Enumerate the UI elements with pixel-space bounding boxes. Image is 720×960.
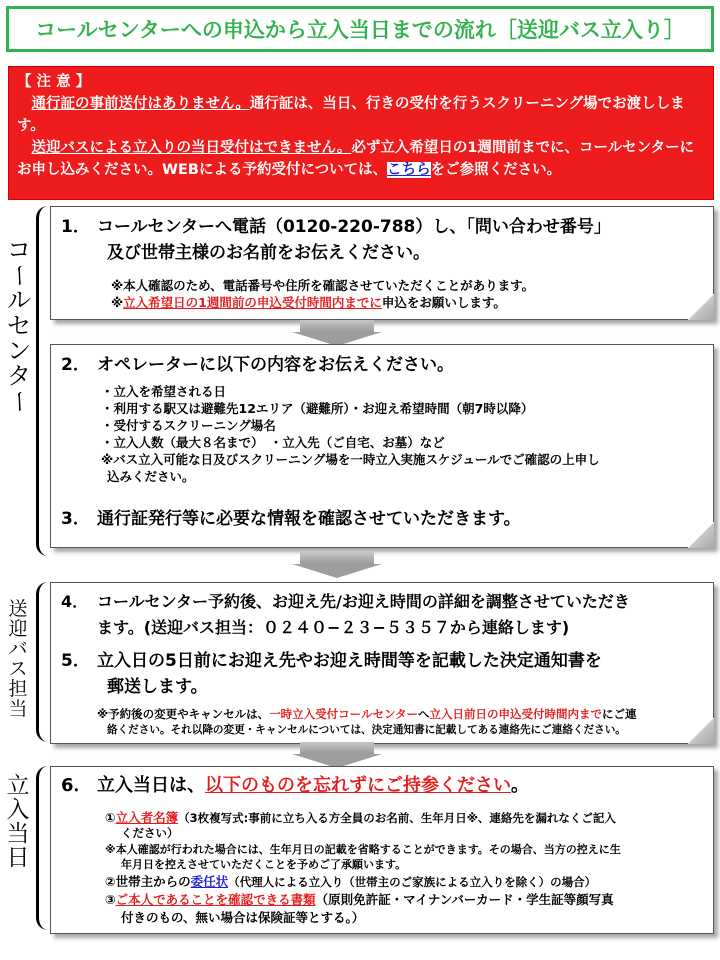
step6-text-red: 以下のものを忘れずにご持参ください (205, 775, 511, 796)
step2-item: ・受付するスクリーニング場名 (101, 418, 276, 433)
step2-text: オペレーターに以下の内容をお伝えください。 (97, 355, 454, 375)
step1-text-b: 及び世帯主様のお名前をお伝えください。 (107, 243, 430, 263)
step6-number: 6． (61, 775, 92, 796)
step2-note-a: ※バス立入可能な日及びスクリーニング場を一時立入実施スケジュールでご確認の上申し (101, 452, 600, 467)
step5-note-line1: ※予約後の変更やキャンセルは、一時立入受付コールセンターへ立入日前日の申込受付時間内までにご連 (97, 707, 637, 721)
item3-title: ご本人であることを確認できる書類 (115, 892, 316, 907)
brace-callcenter (36, 206, 50, 556)
item2-line: ②世帯主からの委任状（代理人による立入り（世帯主のご家族による立入りを除く）の場合） (105, 874, 597, 889)
step6-box: 6． 立入当日は、以下のものを忘れずにご持参ください。 ①立入者名簿（3枚複写式:事前に立ち入る方全員のお名前、生年月日※、連絡先を漏れなくご記入 ください） ※本人確認が行われた場合には、生年月日の記載を省略することができます。その場合、当方の控えに生 年月日を控えさせていただくことを予めご了承願います。 ②世帯主からの委任状（代理人による立入り（世帯主のご家族による立入りを除く）の場合） ③ご本人であることを確認できる書類（原則免許証・マイナンバーカード・学生証等顔写真 付きのもの、無い場合は保険証等とする。） (50, 766, 714, 934)
notice-line2-underlined: 送迎バスによる立入りの当日受付はできません。 (31, 140, 352, 156)
step2-number: 2． (61, 355, 90, 375)
step4-text-b: ます。(送迎バス担当：０２４０−２３−５３５７から連絡します) (97, 618, 570, 637)
step3-number: 3． (61, 509, 90, 529)
step1-box (50, 206, 714, 320)
step2-note-b: 込みください。 (107, 469, 195, 484)
notice-line1-underlined: 通行証の事前送付はありません。 (31, 96, 250, 112)
item1-title: 立入者名簿 (115, 810, 179, 825)
step1-text-a: コールセンターへ電話（0120-220-788）し、「問い合わせ番号」 (97, 217, 611, 237)
step4-number: 4． (61, 592, 89, 611)
side-label-day: 立 入 当 日 (6, 773, 30, 872)
page-fold (688, 522, 714, 548)
item1-line1: ①立入者名簿（3枚複写式:事前に立ち入る方全員のお名前、生年月日※、連絡先を漏れなくご記入 (105, 810, 616, 825)
down-arrow-3 (292, 742, 382, 768)
down-arrow-1 (292, 320, 382, 346)
step2-item: ・立入を希望される日 (101, 384, 227, 399)
step1-note2-red: 立入希望日の1週間前の申込受付時間内までに (123, 295, 382, 310)
notice-line1-rest: 通行証は、当日、行きの受付を行うスクリーニング場でお渡しします。 (17, 96, 685, 134)
step5-text-b: 郵送します。 (107, 677, 208, 697)
step3-text: 通行証発行等に必要な情報を確認させていただきます。 (97, 509, 521, 529)
step5-note-line2: 絡ください。それ以降の変更・キャンセルについては、決定通知書に記載してある連絡先にご連絡ください。 (107, 724, 626, 736)
step1-note2: ※立入希望日の1週間前の申込受付時間内までに申込をお願いします。 (111, 295, 506, 310)
brace-day (36, 766, 50, 930)
page-fold (688, 718, 714, 744)
item2-link[interactable]: 委任状 (190, 874, 229, 889)
down-arrow-2 (292, 552, 382, 578)
step5-text-a: 立入日の5日前にお迎え先やお迎え時間等を記載した決定通知書を (97, 651, 602, 671)
step1-number: 1． (61, 217, 90, 237)
side-label-bus: 送 迎 バ ス 担 当 (8, 598, 28, 720)
item1-note-b: 年月日を控えさせていただくことを予めご了承願います。 (121, 858, 407, 871)
step4-box (50, 582, 714, 744)
item3-line2: 付きのもの、無い場合は保険証等とする。） (121, 910, 365, 925)
step5-number: 5． (61, 651, 90, 671)
step1-note1: ※本人確認のため、電話番号や住所を確認させていただくことがあります。 (111, 278, 535, 293)
notice-line2-rest-b: をご参照ください。 (430, 162, 562, 178)
side-label-callcenter: コ ー ル セ ン タ ー (5, 236, 34, 414)
notice-link[interactable]: こちら (387, 162, 431, 178)
notice-heading: 【 注 意 】 (17, 74, 91, 90)
notice-line2-rest-a: 必ず立入希望日の1週間前までに、コールセンターにお申し込みください。WEBによる予約受付については、 (17, 140, 695, 178)
item1-line2: ください） (121, 826, 179, 840)
step6-text-prefix: 立入当日は、 (97, 775, 205, 796)
page-title: コールセンターへの申込から立入当日までの流れ［送迎バス立入り］ (6, 6, 714, 52)
item1-note-a: ※本人確認が行われた場合には、生年月日の記載を省略することができます。その場合、当方の控えに生 (105, 843, 621, 856)
notice-box (8, 66, 714, 200)
page-fold (688, 294, 714, 320)
step2-item: ・立入人数（最大８名まで） ・立入先（ご自宅、お墓）など (101, 435, 445, 450)
step4-text-a: コールセンター予約後、お迎え先/お迎え時間の詳細を調整させていただき (97, 592, 630, 611)
brace-bus (36, 582, 50, 742)
step2-box (50, 344, 714, 548)
item3-line1: ③ご本人であることを確認できる書類（原則免許証・マイナンバーカード・学生証等顔写真 (105, 892, 614, 907)
step2-item: ・利用する駅又は避難先12エリア（避難所）・お迎え希望時間（朝7時以降） (101, 401, 534, 416)
